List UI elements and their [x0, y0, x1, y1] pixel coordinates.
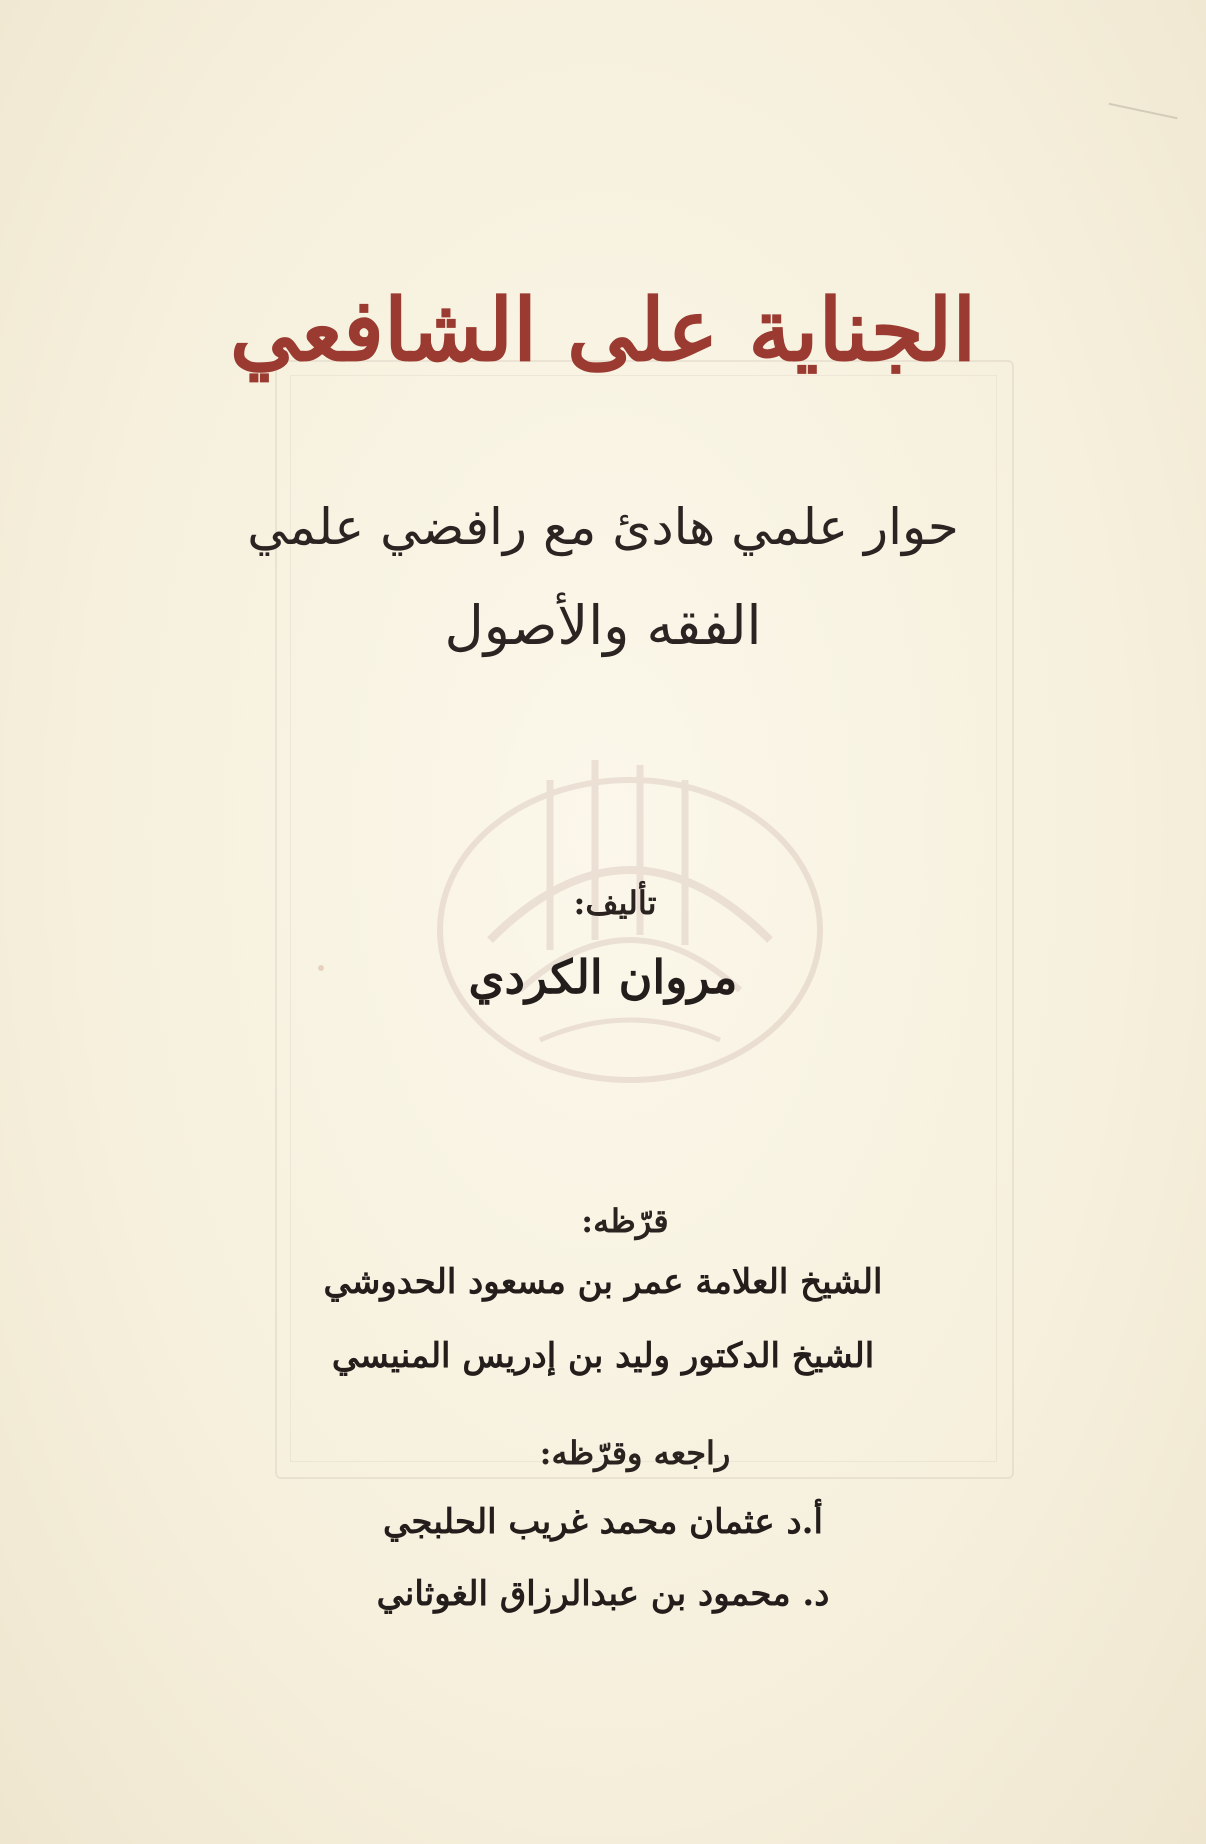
endorsed-label: قرّظه:	[581, 1202, 669, 1240]
scratch-mark	[1109, 103, 1178, 120]
author-name: مروان الكردي	[468, 950, 738, 1004]
book-title: الجناية على الشافعي	[229, 280, 977, 381]
endorser-name: الشيخ الدكتور وليد بن إدريس المنيسي	[331, 1336, 875, 1376]
author-label: تأليف:	[573, 884, 657, 922]
reviewer-name: د. محمود بن عبدالرزاق الغوثاني	[376, 1574, 830, 1614]
reviewer-name: أ.د عثمان محمد غريب الحلبجي	[383, 1502, 823, 1542]
book-subtitle-topic: الفقه والأصول	[444, 594, 762, 657]
reviewed-label: راجعه وقرّظه:	[539, 1434, 731, 1472]
book-subtitle: حوار علمي هادئ مع رافضي علمي	[247, 498, 959, 556]
endorser-name: الشيخ العلامة عمر بن مسعود الحدوشي	[323, 1262, 883, 1302]
